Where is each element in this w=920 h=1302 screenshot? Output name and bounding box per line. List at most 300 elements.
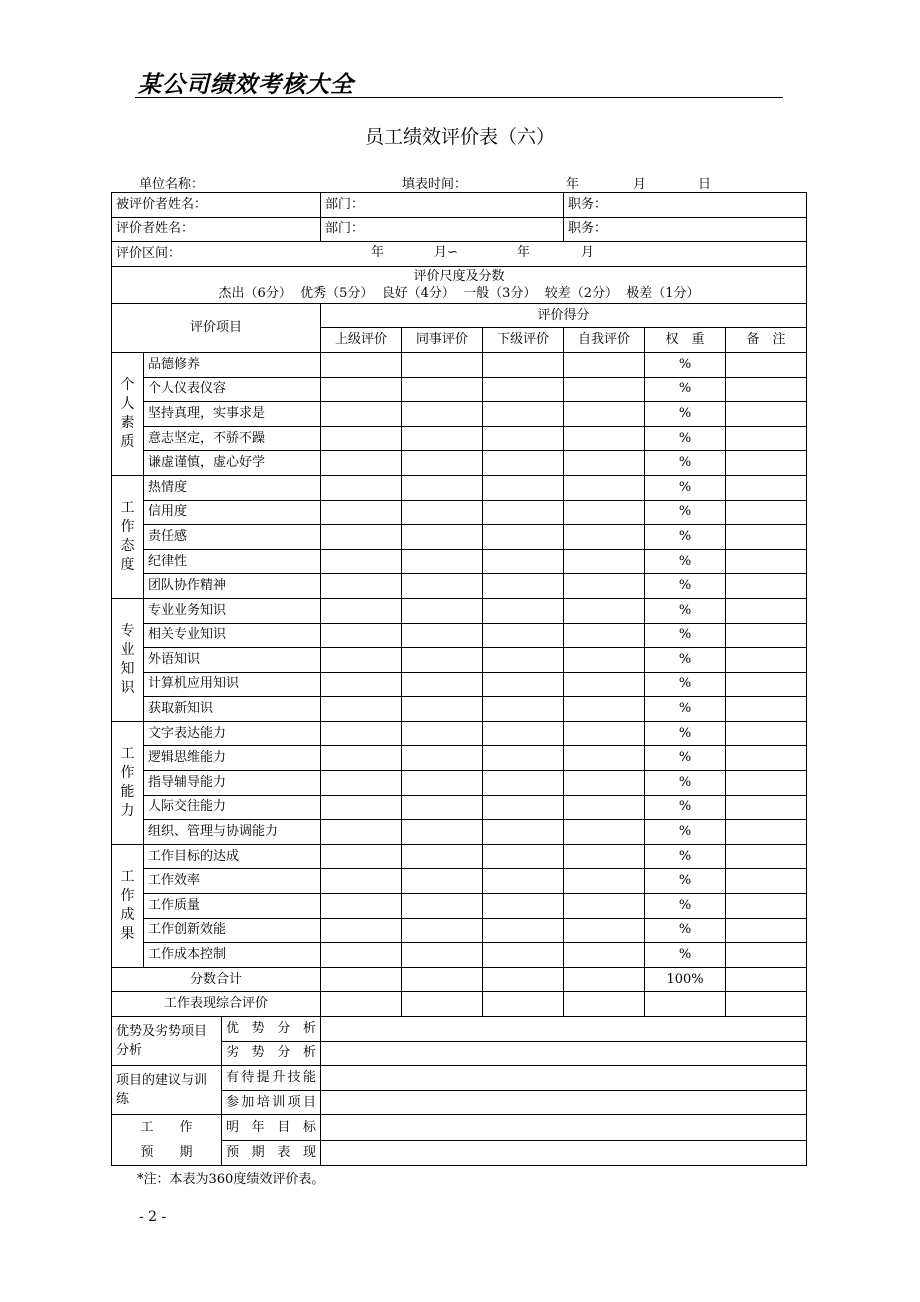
superior-score-cell[interactable] — [321, 869, 402, 894]
category-char: 果 — [120, 925, 135, 942]
superior-score-cell[interactable] — [321, 844, 402, 869]
category-char: 专 — [120, 622, 135, 639]
peer-score-cell[interactable] — [402, 451, 483, 476]
goal-label: 明年目标 — [222, 1115, 321, 1141]
weight-cell[interactable]: % — [645, 672, 726, 697]
evaluator-dept-cell[interactable] — [321, 217, 564, 242]
subordinate-score-cell[interactable] — [483, 525, 564, 550]
superior-score-cell[interactable] — [321, 795, 402, 820]
criteria-row — [112, 426, 807, 451]
footnote: *注：本表为360度绩效评价表。 — [137, 1172, 325, 1187]
remark-cell[interactable] — [726, 820, 807, 845]
weight-cell[interactable]: % — [645, 771, 726, 796]
peer-score-cell[interactable] — [402, 525, 483, 550]
category-char: 业 — [120, 641, 135, 658]
peer-score-cell[interactable] — [402, 500, 483, 525]
criteria-item-label: 意志坚定，不骄不躁 — [144, 426, 321, 451]
weight-cell[interactable]: % — [645, 377, 726, 402]
remark-cell[interactable] — [726, 623, 807, 648]
criteria-item-label: 信用度 — [144, 500, 321, 525]
weight-cell[interactable]: % — [645, 943, 726, 968]
scale-row — [112, 266, 807, 303]
weight-cell[interactable]: % — [645, 869, 726, 894]
peer-score-cell[interactable] — [402, 598, 483, 623]
criteria-item-label: 工作成本控制 — [144, 943, 321, 968]
self-score-cell[interactable] — [564, 771, 645, 796]
analysis-group-label: 优势及劣势项目分析 — [112, 1017, 222, 1066]
scale-cell — [112, 266, 807, 303]
remark-cell[interactable] — [726, 549, 807, 574]
fill-day-label: 日 — [698, 177, 712, 192]
evaluatee-dept-label: 部门： — [325, 196, 365, 212]
superior-score-cell[interactable] — [321, 672, 402, 697]
category-char: 度 — [120, 556, 135, 573]
unit-name-label: 单位名称： — [139, 177, 205, 192]
remark-cell[interactable] — [726, 918, 807, 943]
criteria-row — [112, 475, 807, 500]
weakness-input-cell[interactable] — [321, 1041, 807, 1066]
criteria-row — [112, 549, 807, 574]
category-char: 能 — [120, 783, 135, 800]
criteria-item-label: 人际交往能力 — [144, 795, 321, 820]
training-group-label: 项目的建议与训练 — [112, 1066, 222, 1115]
peer-score-cell[interactable] — [402, 377, 483, 402]
courses-label: 参加培训项目 — [222, 1090, 321, 1115]
subordinate-eval-header: 下级评价 — [483, 328, 564, 353]
subordinate-score-cell[interactable] — [483, 943, 564, 968]
self-score-cell[interactable] — [564, 844, 645, 869]
remark-cell[interactable] — [726, 746, 807, 771]
criteria-row — [112, 869, 807, 894]
self-score-cell[interactable] — [564, 943, 645, 968]
peer-score-cell[interactable] — [402, 943, 483, 968]
remark-cell[interactable] — [726, 598, 807, 623]
remark-cell[interactable] — [726, 352, 807, 377]
remark-cell[interactable] — [726, 648, 807, 673]
evaluatee-row — [112, 193, 807, 218]
item-column-header: 评价项目 — [112, 303, 321, 352]
period-label: 评价区间： — [116, 245, 182, 261]
criteria-item-label: 逻辑思维能力 — [144, 746, 321, 771]
superior-score-cell[interactable] — [321, 943, 402, 968]
criteria-row — [112, 844, 807, 869]
criteria-item-label: 工作创新效能 — [144, 918, 321, 943]
category-label — [112, 721, 144, 844]
superior-score-cell[interactable] — [321, 549, 402, 574]
self-eval-header: 自我评价 — [564, 328, 645, 353]
subordinate-score-cell[interactable] — [483, 402, 564, 427]
criteria-item-label: 文字表达能力 — [144, 721, 321, 746]
category-char: 态 — [120, 537, 135, 554]
evaluatee-name-label: 被评价者姓名： — [116, 196, 208, 212]
superior-score-cell[interactable] — [321, 918, 402, 943]
score-group-header: 评价得分 — [321, 303, 807, 328]
category-char: 作 — [120, 518, 135, 535]
superior-score-cell[interactable] — [321, 771, 402, 796]
weight-cell[interactable]: % — [645, 746, 726, 771]
self-score-cell[interactable] — [564, 402, 645, 427]
criteria-row — [112, 648, 807, 673]
header-divider — [135, 97, 783, 98]
self-score-cell[interactable] — [564, 869, 645, 894]
peer-score-cell[interactable] — [402, 648, 483, 673]
remark-cell[interactable] — [726, 574, 807, 599]
category-char: 识 — [120, 679, 135, 696]
subordinate-score-cell[interactable] — [483, 598, 564, 623]
skills-row — [112, 1066, 807, 1091]
superior-score-cell[interactable] — [321, 820, 402, 845]
peer-score-cell[interactable] — [402, 795, 483, 820]
evaluator-post-cell[interactable] — [564, 217, 807, 242]
category-char: 工 — [120, 745, 135, 762]
total-peer-cell[interactable] — [402, 967, 483, 992]
self-score-cell[interactable] — [564, 598, 645, 623]
category-char: 质 — [120, 433, 135, 450]
subordinate-score-cell[interactable] — [483, 820, 564, 845]
outlook-group-top: 工 作 — [140, 1120, 193, 1136]
criteria-row — [112, 943, 807, 968]
subordinate-score-cell[interactable] — [483, 721, 564, 746]
overall-peer-cell[interactable] — [402, 992, 483, 1017]
criteria-row — [112, 918, 807, 943]
subordinate-score-cell[interactable] — [483, 451, 564, 476]
weight-cell[interactable]: % — [645, 623, 726, 648]
superior-score-cell[interactable] — [321, 402, 402, 427]
overall-remark-cell[interactable] — [726, 992, 807, 1017]
criteria-row — [112, 500, 807, 525]
superior-score-cell[interactable] — [321, 697, 402, 722]
criteria-item-label: 外语知识 — [144, 648, 321, 673]
weight-cell[interactable]: % — [645, 475, 726, 500]
superior-score-cell[interactable] — [321, 648, 402, 673]
subordinate-score-cell[interactable] — [483, 426, 564, 451]
self-score-cell[interactable] — [564, 648, 645, 673]
period-year-2: 年 — [517, 245, 531, 261]
weight-cell[interactable]: % — [645, 844, 726, 869]
evaluator-dept-label: 部门： — [325, 221, 365, 237]
form-title: 员工绩效评价表（六） — [364, 126, 555, 148]
remark-cell[interactable] — [726, 894, 807, 919]
subordinate-score-cell[interactable] — [483, 844, 564, 869]
criteria-row — [112, 795, 807, 820]
self-score-cell[interactable] — [564, 500, 645, 525]
superior-score-cell[interactable] — [321, 598, 402, 623]
subordinate-score-cell[interactable] — [483, 795, 564, 820]
remark-cell[interactable] — [726, 402, 807, 427]
overall-self-cell[interactable] — [564, 992, 645, 1017]
criteria-item-label: 指导辅导能力 — [144, 771, 321, 796]
superior-score-cell[interactable] — [321, 451, 402, 476]
weight-cell[interactable]: % — [645, 525, 726, 550]
strength-label: 优势分析 — [222, 1017, 321, 1042]
superior-score-cell[interactable] — [321, 721, 402, 746]
criteria-row — [112, 894, 807, 919]
evaluatee-name-cell[interactable] — [112, 193, 321, 218]
total-remark-cell[interactable] — [726, 967, 807, 992]
total-subordinate-cell[interactable] — [483, 967, 564, 992]
subordinate-score-cell[interactable] — [483, 672, 564, 697]
self-score-cell[interactable] — [564, 426, 645, 451]
peer-score-cell[interactable] — [402, 426, 483, 451]
peer-score-cell[interactable] — [402, 352, 483, 377]
peer-score-cell[interactable] — [402, 721, 483, 746]
self-score-cell[interactable] — [564, 820, 645, 845]
remark-cell[interactable] — [726, 672, 807, 697]
period-month-1: 月∽ — [434, 245, 458, 261]
peer-score-cell[interactable] — [402, 549, 483, 574]
peer-score-cell[interactable] — [402, 672, 483, 697]
criteria-row — [112, 451, 807, 476]
criteria-item-label: 纪律性 — [144, 549, 321, 574]
goal-input-cell[interactable] — [321, 1115, 807, 1141]
criteria-item-label: 品德修养 — [144, 352, 321, 377]
criteria-row — [112, 574, 807, 599]
peer-score-cell[interactable] — [402, 623, 483, 648]
category-label — [112, 598, 144, 721]
subordinate-score-cell[interactable] — [483, 746, 564, 771]
fill-time-label: 填表时间： — [402, 177, 468, 192]
skills-input-cell[interactable] — [321, 1066, 807, 1091]
period-month-2: 月 — [581, 245, 595, 261]
weight-cell[interactable]: % — [645, 574, 726, 599]
evaluatee-dept-cell[interactable] — [321, 193, 564, 218]
remark-cell[interactable] — [726, 943, 807, 968]
overall-row — [112, 992, 807, 1017]
peer-eval-header: 同事评价 — [402, 328, 483, 353]
weight-cell[interactable]: % — [645, 402, 726, 427]
total-row — [112, 967, 807, 992]
weight-cell[interactable]: % — [645, 500, 726, 525]
self-score-cell[interactable] — [564, 672, 645, 697]
criteria-item-label: 工作效率 — [144, 869, 321, 894]
subordinate-score-cell[interactable] — [483, 500, 564, 525]
superior-score-cell[interactable] — [321, 623, 402, 648]
remark-cell[interactable] — [726, 771, 807, 796]
weight-cell[interactable]: % — [645, 697, 726, 722]
criteria-row — [112, 746, 807, 771]
overall-subordinate-cell[interactable] — [483, 992, 564, 1017]
superior-score-cell[interactable] — [321, 500, 402, 525]
category-char: 工 — [120, 868, 135, 885]
criteria-item-label: 团队协作精神 — [144, 574, 321, 599]
category-label — [112, 844, 144, 967]
self-score-cell[interactable] — [564, 894, 645, 919]
peer-score-cell[interactable] — [402, 697, 483, 722]
self-score-cell[interactable] — [564, 475, 645, 500]
superior-score-cell[interactable] — [321, 574, 402, 599]
peer-score-cell[interactable] — [402, 918, 483, 943]
self-score-cell[interactable] — [564, 918, 645, 943]
criteria-item-label: 责任感 — [144, 525, 321, 550]
subordinate-score-cell[interactable] — [483, 918, 564, 943]
peer-score-cell[interactable] — [402, 402, 483, 427]
performance-input-cell[interactable] — [321, 1140, 807, 1166]
page-number: - 2 - — [139, 1209, 167, 1225]
criteria-item-label: 获取新知识 — [144, 697, 321, 722]
criteria-item-label: 组织、管理与协调能力 — [144, 820, 321, 845]
self-score-cell[interactable] — [564, 721, 645, 746]
evaluatee-post-label: 职务： — [568, 196, 608, 212]
outlook-group-bottom: 预 期 — [140, 1145, 193, 1161]
weight-cell[interactable]: % — [645, 648, 726, 673]
weight-cell[interactable]: % — [645, 426, 726, 451]
self-score-cell[interactable] — [564, 746, 645, 771]
subordinate-score-cell[interactable] — [483, 623, 564, 648]
superior-score-cell[interactable] — [321, 746, 402, 771]
category-char: 素 — [120, 414, 135, 431]
superior-score-cell[interactable] — [321, 377, 402, 402]
scale-title: 评价尺度及分数 — [413, 268, 505, 284]
peer-score-cell[interactable] — [402, 746, 483, 771]
remark-cell[interactable] — [726, 475, 807, 500]
criteria-item-label: 热情度 — [144, 475, 321, 500]
criteria-item-label: 相关专业知识 — [144, 623, 321, 648]
self-score-cell[interactable] — [564, 795, 645, 820]
subordinate-score-cell[interactable] — [483, 894, 564, 919]
category-char: 成 — [120, 906, 135, 923]
subordinate-score-cell[interactable] — [483, 697, 564, 722]
criteria-item-label: 坚持真理，实事求是 — [144, 402, 321, 427]
subordinate-score-cell[interactable] — [483, 475, 564, 500]
self-score-cell[interactable] — [564, 623, 645, 648]
evaluatee-post-cell[interactable] — [564, 193, 807, 218]
scale-levels: 杰出（6分） 优秀（5分） 良好（4分） 一般（3分） 较差（2分） 极差（1分） — [218, 285, 700, 301]
strength-row — [112, 1017, 807, 1042]
superior-score-cell[interactable] — [321, 426, 402, 451]
weakness-label: 劣势分析 — [222, 1041, 321, 1066]
superior-score-cell[interactable] — [321, 894, 402, 919]
peer-score-cell[interactable] — [402, 894, 483, 919]
subordinate-score-cell[interactable] — [483, 648, 564, 673]
category-char: 作 — [120, 887, 135, 904]
remark-cell[interactable] — [726, 697, 807, 722]
remark-cell[interactable] — [726, 377, 807, 402]
overall-superior-cell[interactable] — [321, 992, 402, 1017]
criteria-row — [112, 820, 807, 845]
evaluator-row — [112, 217, 807, 242]
criteria-item-label: 计算机应用知识 — [144, 672, 321, 697]
total-label: 分数合计 — [112, 967, 321, 992]
self-score-cell[interactable] — [564, 451, 645, 476]
peer-score-cell[interactable] — [402, 820, 483, 845]
subordinate-score-cell[interactable] — [483, 574, 564, 599]
fill-month-label: 月 — [633, 177, 647, 192]
criteria-item-label: 谦虚谨慎，虚心好学 — [144, 451, 321, 476]
total-superior-cell[interactable] — [321, 967, 402, 992]
self-score-cell[interactable] — [564, 352, 645, 377]
remark-cell[interactable] — [726, 500, 807, 525]
self-score-cell[interactable] — [564, 549, 645, 574]
period-year-1: 年 — [371, 245, 385, 261]
criteria-row — [112, 352, 807, 377]
column-header-row-1 — [112, 303, 807, 328]
subordinate-score-cell[interactable] — [483, 869, 564, 894]
total-self-cell[interactable] — [564, 967, 645, 992]
peer-score-cell[interactable] — [402, 771, 483, 796]
weight-cell[interactable]: % — [645, 598, 726, 623]
criteria-item-label: 工作目标的达成 — [144, 844, 321, 869]
category-char: 工 — [120, 499, 135, 516]
remark-cell[interactable] — [726, 869, 807, 894]
weight-cell[interactable]: % — [645, 451, 726, 476]
criteria-body — [112, 352, 807, 967]
weight-cell[interactable]: % — [645, 894, 726, 919]
self-score-cell[interactable] — [564, 525, 645, 550]
subordinate-score-cell[interactable] — [483, 352, 564, 377]
remark-cell[interactable] — [726, 451, 807, 476]
evaluator-post-label: 职务： — [568, 221, 608, 237]
criteria-row — [112, 623, 807, 648]
period-cell[interactable] — [112, 242, 807, 267]
self-score-cell[interactable] — [564, 697, 645, 722]
weight-cell[interactable]: % — [645, 820, 726, 845]
evaluator-name-label: 评价者姓名： — [116, 221, 195, 237]
peer-score-cell[interactable] — [402, 869, 483, 894]
weight-cell[interactable]: % — [645, 721, 726, 746]
criteria-row — [112, 697, 807, 722]
overall-weight-cell[interactable] — [645, 992, 726, 1017]
superior-score-cell[interactable] — [321, 475, 402, 500]
category-char: 知 — [120, 660, 135, 677]
weight-cell[interactable]: % — [645, 352, 726, 377]
criteria-row — [112, 771, 807, 796]
skills-label: 有待提升技能 — [222, 1066, 321, 1091]
criteria-row — [112, 598, 807, 623]
criteria-row — [112, 721, 807, 746]
subordinate-score-cell[interactable] — [483, 549, 564, 574]
superior-eval-header: 上级评价 — [321, 328, 402, 353]
remark-cell[interactable] — [726, 844, 807, 869]
peer-score-cell[interactable] — [402, 475, 483, 500]
category-label — [112, 352, 144, 475]
category-char: 人 — [120, 395, 135, 412]
weight-cell[interactable]: % — [645, 918, 726, 943]
strength-input-cell[interactable] — [321, 1017, 807, 1042]
remark-cell[interactable] — [726, 721, 807, 746]
self-score-cell[interactable] — [564, 574, 645, 599]
criteria-row — [112, 402, 807, 427]
remark-cell[interactable] — [726, 795, 807, 820]
performance-label: 预期表现 — [222, 1140, 321, 1166]
remark-header: 备 注 — [726, 328, 807, 353]
document-header-title: 某公司绩效考核大全 — [138, 72, 354, 98]
weight-cell[interactable]: % — [645, 795, 726, 820]
remark-cell[interactable] — [726, 525, 807, 550]
superior-score-cell[interactable] — [321, 352, 402, 377]
category-char: 个 — [120, 376, 135, 393]
outlook-group-label — [112, 1115, 222, 1166]
period-row — [112, 242, 807, 267]
peer-score-cell[interactable] — [402, 574, 483, 599]
self-score-cell[interactable] — [564, 377, 645, 402]
superior-score-cell[interactable] — [321, 525, 402, 550]
subordinate-score-cell[interactable] — [483, 377, 564, 402]
evaluator-name-cell[interactable] — [112, 217, 321, 242]
evaluation-form-table — [111, 192, 807, 1166]
courses-input-cell[interactable] — [321, 1090, 807, 1115]
weight-cell[interactable]: % — [645, 549, 726, 574]
weight-header: 权 重 — [645, 328, 726, 353]
category-char: 作 — [120, 764, 135, 781]
goal-row — [112, 1115, 807, 1141]
remark-cell[interactable] — [726, 426, 807, 451]
peer-score-cell[interactable] — [402, 844, 483, 869]
subordinate-score-cell[interactable] — [483, 771, 564, 796]
criteria-row — [112, 672, 807, 697]
criteria-item-label: 个人仪表仪容 — [144, 377, 321, 402]
category-label — [112, 475, 144, 598]
criteria-item-label: 专业业务知识 — [144, 598, 321, 623]
